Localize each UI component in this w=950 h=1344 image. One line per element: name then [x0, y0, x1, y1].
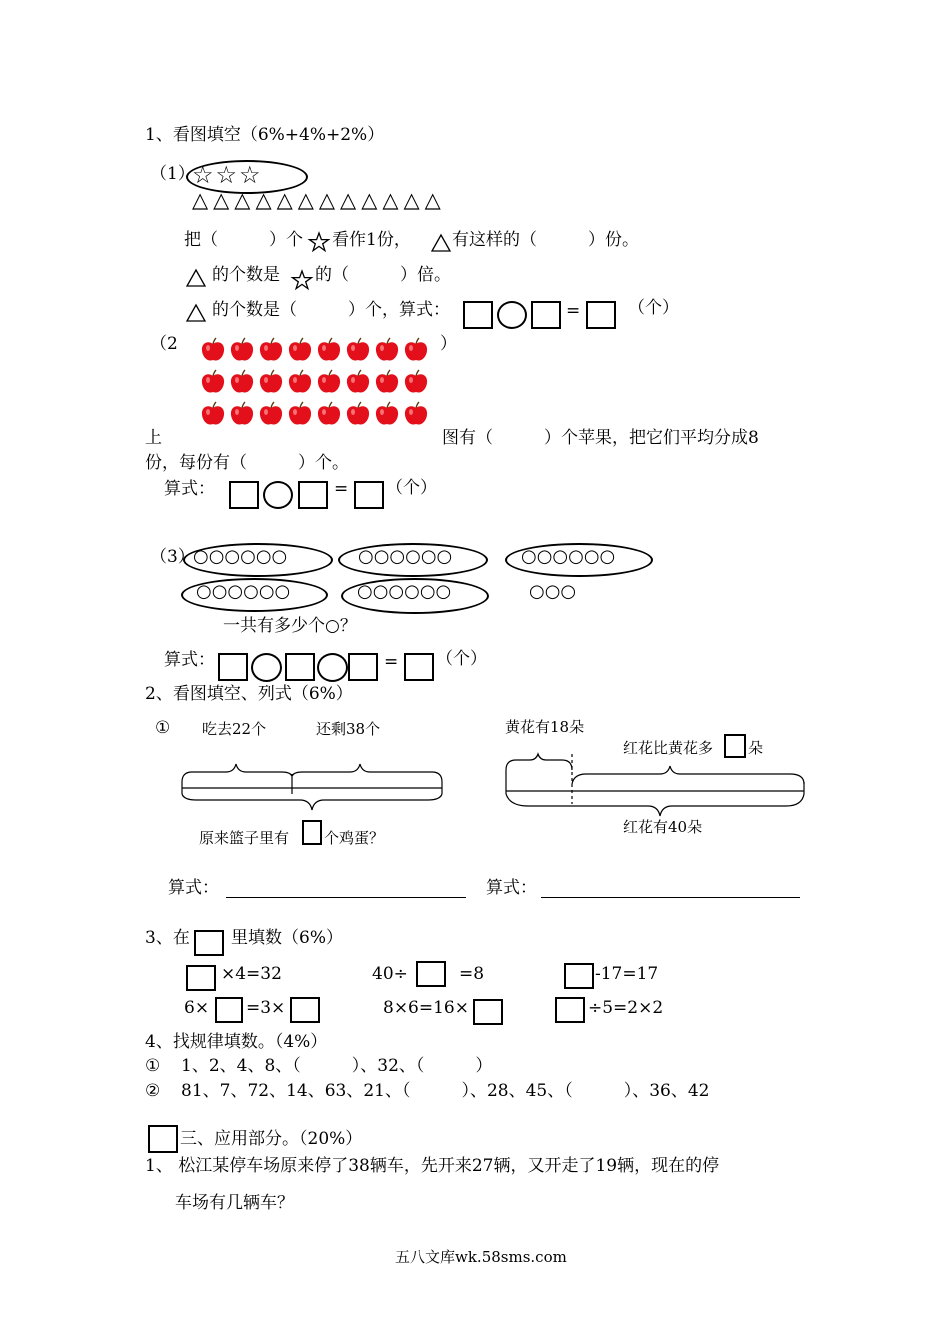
q1-part3-label: （3）: [150, 547, 195, 567]
apple-icon: [229, 369, 255, 395]
circle-row: ○○○○○○: [193, 546, 288, 567]
apple-icon: [374, 337, 400, 363]
answer-box[interactable]: [586, 301, 616, 329]
q1-line1a: 把（ ）个: [184, 230, 303, 250]
unit-label: （个）: [386, 478, 437, 498]
q1-part1-label: （1）: [150, 164, 195, 184]
equation-2a: 40÷: [372, 964, 408, 984]
apple-icon: [345, 401, 371, 427]
equals-sign: =: [566, 301, 581, 321]
apple-icon: [403, 369, 429, 395]
answer-box[interactable]: [463, 301, 493, 329]
equals-sign: =: [334, 479, 349, 499]
unit-label: （个）: [628, 298, 679, 318]
q2-title: 2、看图填空、列式（6%）: [145, 684, 353, 704]
q1-part3-question: 一共有多少个○？: [223, 616, 357, 636]
answer-box[interactable]: [302, 820, 322, 845]
answer-box[interactable]: [186, 965, 216, 991]
q1-line2a: 的个数是: [212, 265, 280, 285]
footer-watermark: 五八文库wk.58sms.com: [395, 1248, 567, 1266]
q1-part2-line1b: 图有（ ）个苹果，把它们平均分成8: [442, 428, 759, 448]
answer-line[interactable]: [541, 897, 800, 898]
q1-part2-paren: ）: [440, 334, 457, 354]
q3-title-a: 3、在: [145, 928, 190, 948]
apple-icon: [403, 401, 429, 427]
answer-box[interactable]: [531, 301, 561, 329]
q4-row1: 1、2、4、8、（ ）、32、（ ）: [181, 1056, 493, 1076]
apple-icon: [200, 369, 226, 395]
operator-circle[interactable]: [317, 653, 348, 682]
apple-icon: [258, 369, 284, 395]
q1-line2b: 的（ ）倍。: [315, 265, 451, 285]
stars-row: ☆☆☆: [192, 161, 263, 189]
apple-icon: [287, 337, 313, 363]
problem-1-line2: 车场有几辆车？: [175, 1193, 294, 1213]
equation-5a: 8×6=16×: [383, 998, 469, 1018]
answer-box[interactable]: [404, 653, 434, 681]
triangle-icon: [186, 304, 206, 322]
q1-title: 1、看图填空（6%+4%+2%）: [145, 125, 385, 145]
operator-circle[interactable]: [263, 481, 293, 509]
apple-icon: [374, 369, 400, 395]
answer-box[interactable]: [218, 653, 248, 681]
q4-row2: 81、7、72、14、63、21、（ ）、28、45、（ ）、36、42: [181, 1081, 710, 1101]
red-label: 红花有40朵: [623, 818, 703, 836]
circle-row: ○○○○○○: [521, 546, 616, 567]
apple-icon: [403, 337, 429, 363]
q1-part2-label: （2: [150, 334, 178, 354]
yellow-label: 黄花有18朵: [505, 718, 585, 736]
q4-row2-number: ②: [145, 1081, 161, 1101]
answer-box[interactable]: [229, 481, 259, 509]
q2-number: ①: [155, 718, 171, 738]
triangle-icon: [431, 234, 451, 252]
apple-icon: [229, 337, 255, 363]
equation-1: ×4=32: [221, 964, 282, 984]
circle-row: ○○○○○○: [358, 546, 453, 567]
answer-box[interactable]: [416, 961, 446, 987]
answer-box[interactable]: [555, 997, 585, 1023]
formula-label: 算式：: [164, 650, 215, 670]
answer-box: [194, 930, 224, 956]
answer-box[interactable]: [215, 997, 243, 1023]
circle-row: ○○○○○○: [357, 581, 452, 602]
apple-icon: [316, 369, 342, 395]
circle-row: ○○○: [529, 581, 577, 602]
star-icon: [309, 232, 329, 252]
operator-circle[interactable]: [251, 653, 282, 682]
formula-label: 算式：: [168, 878, 219, 898]
q3-title-b: 里填数（6%）: [231, 928, 343, 948]
q1-part2-line1a: 上: [145, 428, 162, 448]
unit-label: （个）: [436, 649, 487, 669]
equation-6: ÷5=2×2: [588, 998, 664, 1018]
answer-box[interactable]: [354, 481, 384, 509]
answer-box[interactable]: [348, 653, 378, 681]
triangle-icon: [186, 269, 206, 287]
q1-line1c: 有这样的（ ）份。: [452, 230, 639, 250]
apple-icon: [200, 401, 226, 427]
apple-icon: [229, 401, 255, 427]
apple-icon: [345, 369, 371, 395]
answer-box[interactable]: [290, 997, 320, 1023]
apple-icon: [287, 369, 313, 395]
problem-1-line1: 1、 松江某停车场原来停了38辆车，先开来27辆，又开走了19辆，现在的停: [145, 1156, 720, 1176]
equation-4b: =3×: [246, 998, 286, 1018]
formula-label: 算式：: [164, 479, 215, 499]
originally-label-b: 个鸡蛋？: [324, 829, 385, 847]
red-more-label-a: 红花比黄花多: [623, 739, 714, 757]
equation-3: -17=17: [595, 964, 659, 984]
q1-part2-line2: 份，每份有（ ）个。: [145, 453, 349, 473]
apple-icon: [258, 401, 284, 427]
egg-diagram: [178, 760, 448, 820]
q1-line3a: 的个数是（ ）个，算式：: [212, 300, 450, 320]
q4-title: 4、找规律填数。（4%）: [145, 1032, 328, 1052]
apple-icon: [200, 337, 226, 363]
apple-icon: [345, 337, 371, 363]
operator-circle[interactable]: [497, 301, 527, 329]
circle-row: ○○○○○○: [196, 581, 291, 602]
eaten-label: 吃去22个: [202, 720, 267, 738]
q1-line1b: 看作1份，: [332, 230, 411, 250]
answer-box[interactable]: [473, 999, 503, 1025]
equals-sign: =: [384, 652, 399, 672]
score-box[interactable]: [148, 1125, 178, 1153]
apple-icon: [258, 337, 284, 363]
equation-4a: 6×: [184, 998, 210, 1018]
answer-box[interactable]: [564, 963, 594, 989]
answer-box[interactable]: [285, 653, 315, 681]
answer-line[interactable]: [226, 897, 466, 898]
star-icon: [292, 270, 312, 290]
remaining-label: 还剩38个: [316, 720, 381, 738]
red-more-label-b: 朵: [748, 739, 764, 757]
apple-icon: [316, 337, 342, 363]
section3-title: 三、应用部分。（20%）: [180, 1129, 363, 1149]
originally-label-a: 原来篮子里有: [199, 829, 290, 847]
apple-icon: [374, 401, 400, 427]
apple-icon: [287, 401, 313, 427]
triangles-row: △△△△△△△△△△△△: [192, 188, 446, 212]
formula-label: 算式：: [486, 878, 537, 898]
apple-icon: [316, 401, 342, 427]
equation-2b: =8: [459, 964, 485, 984]
answer-box[interactable]: [298, 481, 328, 509]
flower-diagram: [500, 744, 810, 824]
q4-row1-number: ①: [145, 1056, 161, 1076]
